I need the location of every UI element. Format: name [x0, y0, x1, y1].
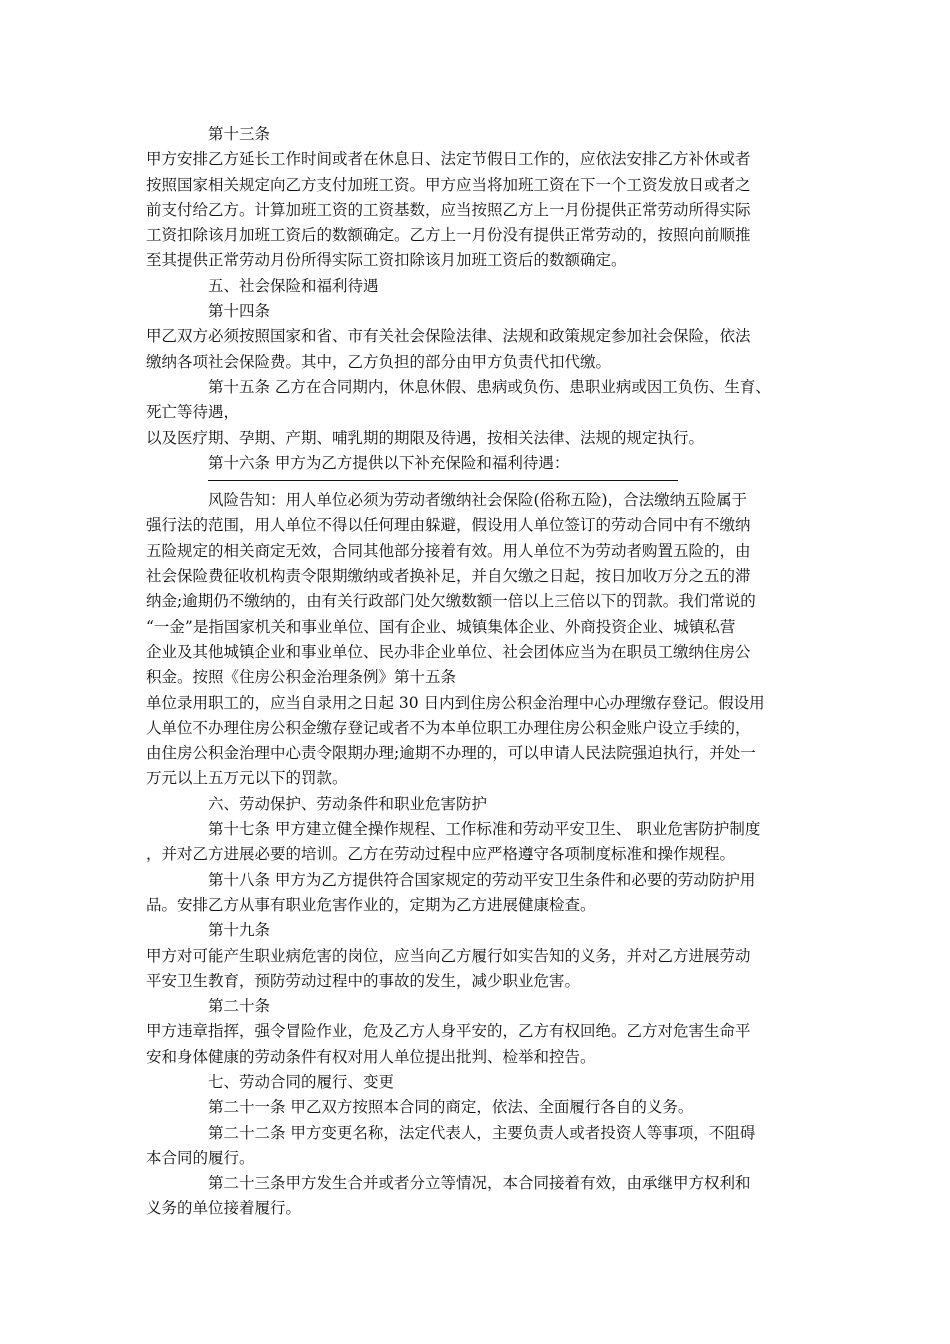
housing-fund-line-3: 由住房公积金治理中心责令限期办理;逾期不办理的，可以申请人民法院强迫执行，并处一 — [146, 744, 756, 763]
article-18-text-line-1: 第十八条 甲方为乙方提供符合国家规定的劳动平安卫生条件和必要的劳动防护用 — [208, 870, 756, 889]
article-20-text-line-1: 甲方违章指挥，强令冒险作业，危及乙方人身平安的，乙方有权回绝。乙方对危害生命平 — [146, 1022, 751, 1041]
article-13-heading: 第十三条 — [208, 125, 271, 143]
article-19-heading: 第十九条 — [208, 921, 271, 940]
section-7-heading: 七、劳动合同的履行、变更 — [208, 1072, 395, 1091]
article-14-heading: 第十四条 — [208, 302, 271, 321]
article-19-text-line-2: 平安卫生教育，预防劳动过程中的事故的发生，减少职业危害。 — [146, 971, 581, 990]
risk-notice-line-7: 企业及其他城镇企业和事业单位、民办非企业单位、社会团体应当为在职员工缴纳住房公 — [146, 642, 751, 661]
article-17-text-line-1: 第十七条 甲方建立健全操作规程、工作标准和劳动平安卫生、 职业危害防护制度 — [208, 820, 761, 839]
article-13-text-line-5: 至其提供正常劳动月份所得实际工资扣除该月加班工资后的数额确定。 — [146, 251, 627, 270]
article-23-text-line-1: 第二十三条甲方发生合并或者分立等情况，本合同接着有效，由承继甲方权利和 — [208, 1174, 751, 1193]
article-22-text-line-2: 本合同的履行。 — [146, 1148, 255, 1167]
article-14-text-line-2: 缴纳各项社会保险费。其中，乙方负担的部分由甲方负责代扣代缴。 — [146, 352, 612, 371]
article-21-text: 第二十一条 甲乙双方按照本合同的商定，依法、全面履行各自的义务。 — [208, 1098, 694, 1117]
section-6-heading: 六、劳动保护、劳动条件和职业危害防护 — [208, 794, 488, 813]
blank-fill-line — [146, 476, 818, 488]
article-19-text-line-1: 甲方对可能产生职业病危害的岗位，应当向乙方履行如实告知的义务，并对乙方进展劳动 — [146, 946, 751, 965]
article-16-text: 第十六条 甲方为乙方提供以下补充保险和福利待遇： — [208, 453, 570, 472]
article-13-text-line-2: 按照国家相关规定向乙方支付加班工资。甲方应当将加班工资在下一个工资发放日或者之 — [146, 175, 751, 194]
article-17-text-line-2: ，并对乙方进展必要的培训。乙方在劳动过程中应严格遵守各项制度标准和操作规程。 — [146, 845, 736, 864]
housing-fund-line-2: 人单位不办理住房公积金缴存登记或者不为本单位职工办理住房公积金账户设立手续的， — [146, 718, 751, 737]
article-15-text-line-1: 第十五条 乙方在合同期内，休息休假、患病或负伤、患职业病或因工负伤、生育、 — [208, 377, 771, 396]
housing-fund-line-4: 万元以上五万元以下的罚款。 — [146, 769, 348, 788]
risk-notice-line-8: 积金。按照《住房公积金治理条例》第十五条 — [146, 668, 457, 687]
article-22-text-line-1: 第二十二条 甲方变更名称，法定代表人，主要负责人或者投资人等事项，不阻碍 — [208, 1123, 756, 1142]
article-18-text-line-2: 品。安排乙方从事有职业危害作业的，定期为乙方进展健康检查。 — [146, 895, 596, 914]
document-page — [146, 122, 818, 1222]
article-15-text-line-2: 死亡等待遇， — [146, 403, 240, 422]
risk-notice-line-5: 纳金;逾期仍不缴纳的，由有关行政部门处欠缴数额一倍以上三倍以下的罚款。我们常说的 — [146, 592, 756, 611]
risk-notice-line-4: 社会保险费征收机构责令限期缴纳或者换补足，并自欠缴之日起，按日加收万分之五的滞 — [146, 567, 751, 586]
article-23-text-line-2: 义务的单位接着履行。 — [146, 1199, 302, 1218]
risk-notice-line-2: 强行法的范围，用人单位不得以任何理由躲避，假设用人单位签订的劳动合同中有不缴纳 — [146, 516, 751, 535]
article-13-text-line-3: 前支付给乙方。计算加班工资的工资基数，应当按照乙方上一月份提供正常劳动所得实际 — [146, 200, 751, 219]
section-5-heading: 五、社会保险和福利待遇 — [208, 276, 379, 295]
risk-notice-line-1: 风险告知：用人单位必须为劳动者缴纳社会保险(俗称五险)，合法缴纳五险属于 — [208, 491, 748, 510]
risk-notice-line-6: “一金”是指国家机关和事业单位、国有企业、城镇集体企业、外商投资企业、城镇私营 — [146, 617, 736, 636]
risk-notice-line-3: 五险规定的相关商定无效，合同其他部分接着有效。用人单位不为劳动者购置五险的，由 — [146, 541, 751, 560]
article-14-text-line-1: 甲乙双方必须按照国家和省、市有关社会保险法律、法规和政策规定参加社会保险，依法 — [146, 327, 751, 346]
article-15-text-line-3: 以及医疗期、孕期、产期、哺乳期的期限及待遇，按相关法律、法规的规定执行。 — [146, 428, 705, 447]
article-20-heading: 第二十条 — [208, 997, 271, 1016]
housing-fund-line-1: 单位录用职工的，应当自录用之日起 30 日内到住房公积金治理中心办理缴存登记。假设用 — [146, 693, 765, 712]
article-13-text-line-1: 甲方安排乙方延长工作时间或者在休息日、法定节假日工作的，应依法安排乙方补休或者 — [146, 150, 751, 169]
article-13-text-line-4: 工资扣除该月加班工资后的数额确定。乙方上一月份没有提供正常劳动的，按照向前顺推 — [146, 226, 751, 245]
article-20-text-line-2: 安和身体健康的劳动条件有权对用人单位提出批判、检举和控告。 — [146, 1047, 596, 1066]
